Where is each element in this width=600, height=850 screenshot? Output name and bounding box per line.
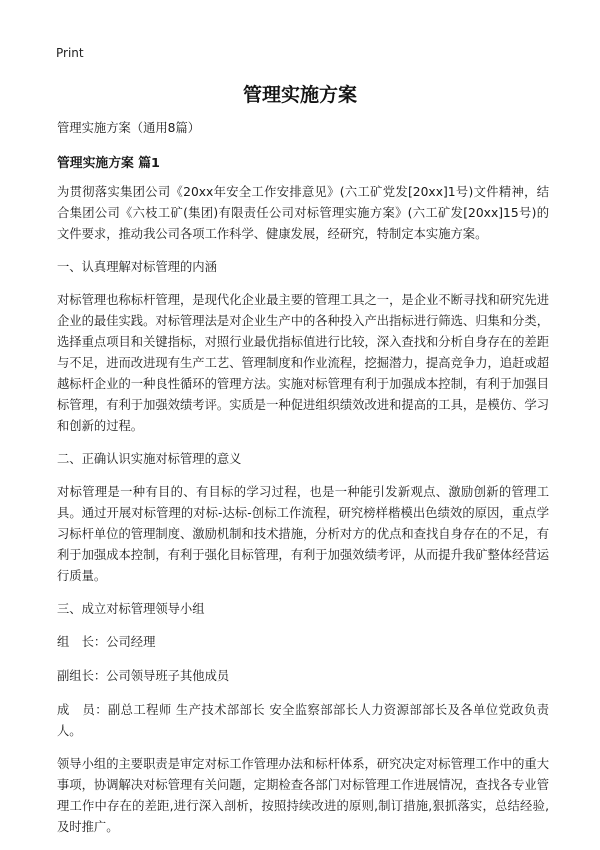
paragraph-1: 对标管理也称标杆管理，是现代化企业最主要的管理工具之一，是企业不断寻找和研究先进企业的最佳实践。对标管理法是对企业生产中的各种投入产出指标进行筛选、归集和分类，选择重点项目和关键指标，对照行业最优指标值进行比较，深入查找和分析自身存在的差距与不足，进而改进现有生产工艺、管理制度和作业流程，挖掘潜力，提高竞争力，追赶或超越标杆企业的一种良性循环的管理方法。实施对标管理有利于加强成本控制，有利于加强目标管理，有利于加强效绩考评。实质是一种促进组织绩效改进和提高的工具，是模仿、学习和创新的过程。 (57, 293, 549, 433)
group-leader: 组 长：公司经理 (57, 635, 156, 649)
document-subtitle: 管理实施方案（通用8篇） (57, 121, 201, 135)
heading-1: 一、认真理解对标管理的内涵 (57, 260, 217, 274)
intro-paragraph: 为贯彻落实集团公司《20xx年安全工作安排意见》(六工矿党发[20xx]1号)文件精神，结合集团公司《六枝工矿(集团)有限责任公司对标管理实施方案》(六工矿发[20xx]15号)的文件要求，推动我公司各项工作科学、健康发展，经研究，特制定本实施方案。 (57, 185, 549, 241)
heading-2: 二、正确认识实施对标管理的意义 (57, 452, 242, 466)
section-title: 管理实施方案 篇1 (57, 156, 160, 171)
document-body (57, 118, 549, 850)
print-label: Print (56, 46, 84, 60)
paragraph-3: 领导小组的主要职责是审定对标工作管理办法和标杆体系，研究决定对标管理工作中的重大事项，协调解决对标管理有关问题，定期检查各部门对标管理工作进展情况，查找各专业管理工作中存在的差距,进行深入剖析，按照持续改进的原则,制订措施,狠抓落实，总结经验,及时推广。 (57, 757, 549, 834)
group-members: 成 员：副总工程师 生产技术部部长 安全监察部部长人力资源部部长及各单位党政负责人。 (57, 703, 549, 738)
group-deputy: 副组长：公司领导班子其他成员 (57, 669, 230, 683)
paragraph-2: 对标管理是一种有目的、有目标的学习过程，也是一种能引发新观点、激励创新的管理工具。通过开展对标管理的对标-达标-创标工作流程，研究榜样楷模出色绩效的原因，重点学习标杆单位的管理制度、激励机制和技术措施，分析对方的优点和查找自身存在的不足，有利于加强成本控制，有利于强化目标管理，有利于加强效绩考评，从而提升我矿整体经营运行质量。 (57, 485, 549, 583)
document-title: 管理实施方案 (242, 84, 357, 106)
heading-3: 三、成立对标管理领导小组 (57, 602, 205, 616)
